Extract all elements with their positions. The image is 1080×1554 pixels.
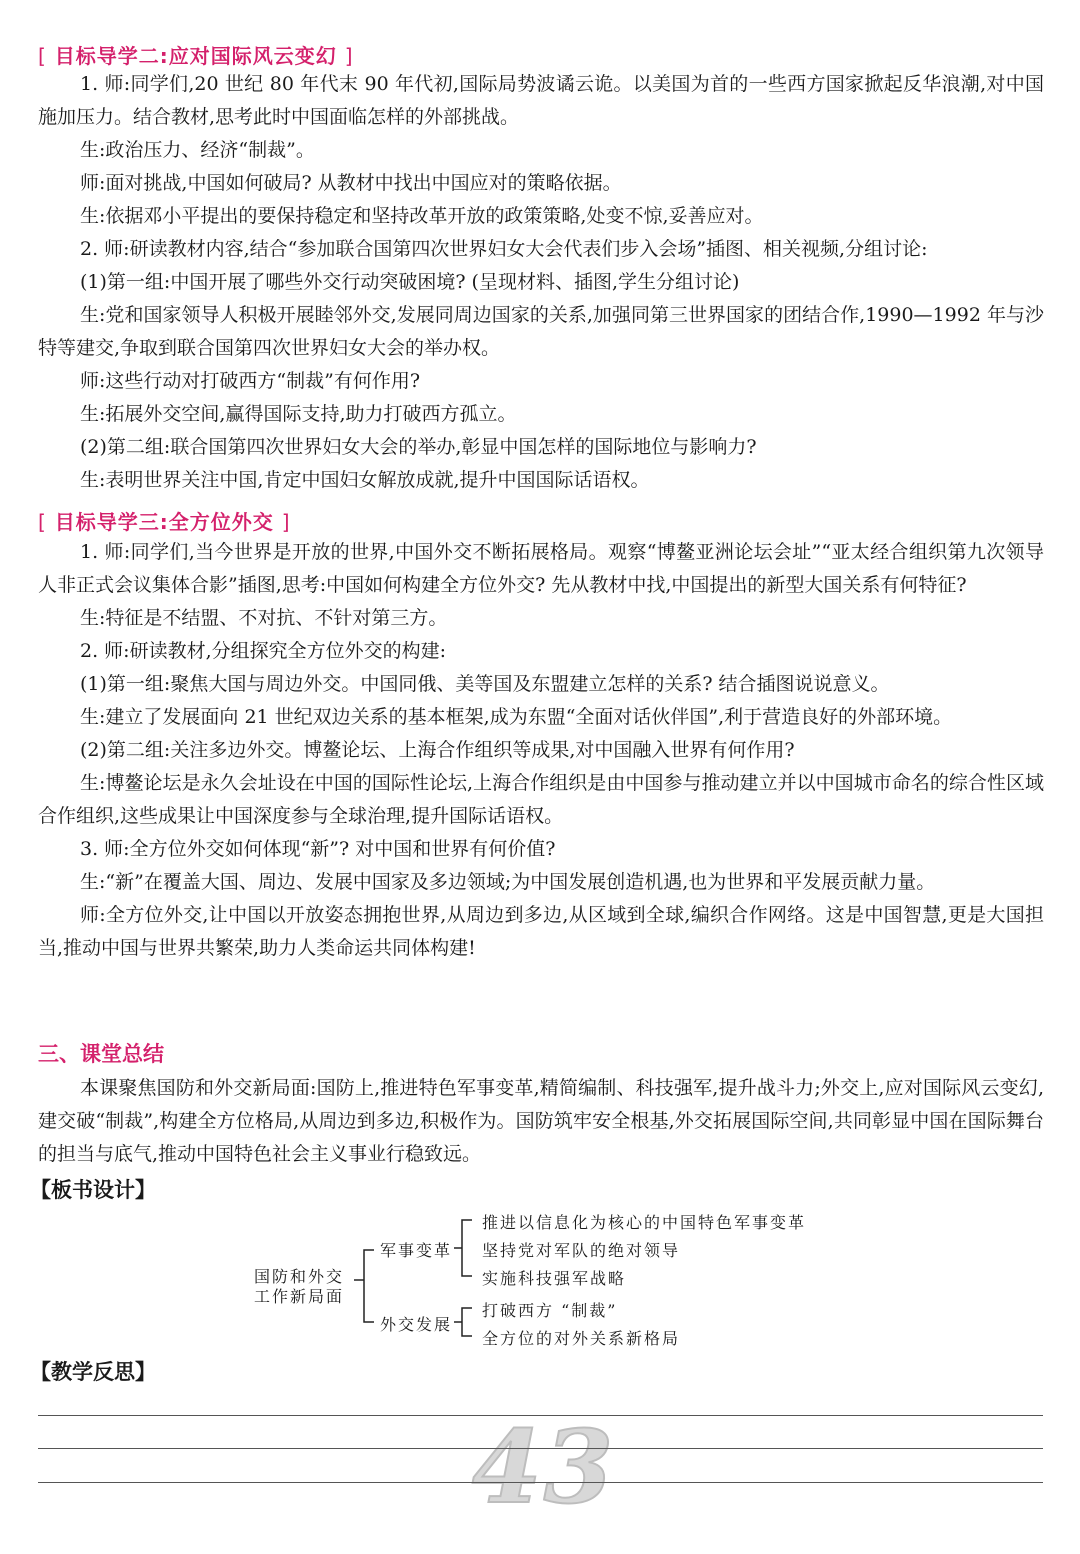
- paragraph: 生:拓展外交空间,赢得国际支持,助力打破西方孤立。: [80, 403, 517, 425]
- paragraph: 生:表明世界关注中国,肯定中国妇女解放成就,提升中国国际话语权。: [80, 469, 650, 491]
- section-tag-3-text: 目标导学三:全方位外交: [54, 510, 274, 534]
- paragraph: 师:全方位外交,让中国以开放姿态拥抱世界,从周边到多边,从区域到全球,编织合作网络。这是中国智慧,更是大国担当,推动中国与世界共繁荣,助力人类命运共同体构建!: [38, 904, 1044, 959]
- paragraph: (2)第二组:联合国第四次世界妇女大会的举办,彰显中国怎样的国际地位与影响力?: [80, 436, 757, 458]
- diagram-root-line2: 工作新局面: [254, 1287, 345, 1306]
- board-diagram: [240, 1200, 860, 1360]
- paragraph: 生:特征是不结盟、不对抗、不针对第三方。: [80, 607, 448, 629]
- paragraph: 生:“新”在覆盖大国、周边、发展中国家及多边领域;为中国发展创造机遇,也为世界和平发展贡献力量。: [80, 871, 936, 893]
- paragraph: 生:博鳌论坛是永久会址设在中国的国际性论坛,上海合作组织是由中国参与推动建立并以中国城市命名的综合性区域合作组织,这些成果让中国深度参与全球治理,提升国际话语权。: [38, 772, 1044, 827]
- diagram-branch-military: 军事变革: [380, 1241, 453, 1260]
- section-tag-3: [ 目标导学三:全方位外交 ]: [38, 510, 291, 534]
- paragraph: 生:政治压力、经济“制裁”。: [80, 139, 315, 161]
- paragraph: 师:面对挑战,中国如何破局? 从教材中找出中国应对的策略依据。: [80, 172, 622, 194]
- diagram-leaf: 打破西方 “制裁”: [482, 1301, 618, 1320]
- diagram-leaf: 坚持党对军队的绝对领导: [482, 1241, 681, 1260]
- paragraph: 生:党和国家领导人积极开展睦邻外交,发展同周边国家的关系,加强同第三世界国家的团结合作,1990—1992 年与沙特等建交,争取到联合国第四次世界妇女大会的举办权。: [38, 304, 1044, 359]
- paragraph: 师:这些行动对打破西方“制裁”有何作用?: [80, 370, 421, 392]
- board-design-title: 【板书设计】: [30, 1178, 156, 1202]
- page-number: 43: [472, 1408, 616, 1526]
- paragraph: 本课聚焦国防和外交新局面:国防上,推进特色军事变革,精简编制、科技强军,提升战斗力;外交上,应对国际风云变幻,建交破“制裁”,构建全方位格局,从周边到多边,积极作为。国防筑牢安全根基,外交拓展国际空间,共同彰显中国在国际舞台的担当与底气,推动中国特色社会主义事业行稳致远。: [38, 1077, 1044, 1165]
- paragraph: 1. 师:同学们,20 世纪 80 年代末 90 年代初,国际局势波谲云诡。以美国为首的一些西方国家掀起反华浪潮,对中国施加压力。结合教材,思考此时中国面临怎样的外部挑战。: [38, 73, 1044, 128]
- section-tag-2-text: 目标导学二:应对国际风云变幻: [54, 44, 337, 68]
- diagram-root-line1: 国防和外交: [254, 1267, 345, 1286]
- section-3-body: [38, 536, 1044, 965]
- diagram-leaf: 推进以信息化为核心的中国特色军事变革: [482, 1213, 807, 1232]
- summary-body: [38, 1072, 1044, 1171]
- summary-title: 三、课堂总结: [38, 1042, 164, 1066]
- paragraph: 2. 师:研读教材内容,结合“参加联合国第四次世界妇女大会代表们步入会场”插图、相关视频,分组讨论:: [80, 238, 928, 260]
- diagram-leaf: 实施科技强军战略: [482, 1269, 627, 1288]
- diagram-leaf: 全方位的对外关系新格局: [482, 1329, 681, 1348]
- writing-line: [38, 1415, 1043, 1416]
- paragraph: 1. 师:同学们,当今世界是开放的世界,中国外交不断拓展格局。观察“博鳌亚洲论坛会址”“亚太经合组织第九次领导人非正式会议集体合影”插图,思考:中国如何构建全方位外交? 先从教材中找,中国提出的新型大国关系有何特征?: [38, 541, 1044, 596]
- section-2-body: [38, 68, 1044, 497]
- paragraph: 生:建立了发展面向 21 世纪双边关系的基本框架,成为东盟“全面对话伙伴国”,利于营造良好的外部环境。: [80, 706, 953, 728]
- diagram-branch-diplomacy: 外交发展: [380, 1315, 453, 1334]
- paragraph: (1)第一组:中国开展了哪些外交行动突破困境? (呈现材料、插图,学生分组讨论): [80, 271, 740, 293]
- paragraph: (1)第一组:聚焦大国与周边外交。中国同俄、美等国及东盟建立怎样的关系? 结合插图说说意义。: [80, 673, 890, 695]
- paragraph: 3. 师:全方位外交如何体现“新”? 对中国和世界有何价值?: [80, 838, 556, 860]
- paragraph: 生:依据邓小平提出的要保持稳定和坚持改革开放的政策策略,处变不惊,妥善应对。: [80, 205, 764, 227]
- writing-line: [38, 1482, 1043, 1483]
- reflection-title: 【教学反思】: [30, 1360, 156, 1384]
- paragraph: (2)第二组:关注多边外交。博鳌论坛、上海合作组织等成果,对中国融入世界有何作用?: [80, 739, 795, 761]
- section-tag-2: [ 目标导学二:应对国际风云变幻 ]: [38, 44, 354, 68]
- paragraph: 2. 师:研读教材,分组探究全方位外交的构建:: [80, 640, 447, 662]
- writing-line: [38, 1448, 1043, 1449]
